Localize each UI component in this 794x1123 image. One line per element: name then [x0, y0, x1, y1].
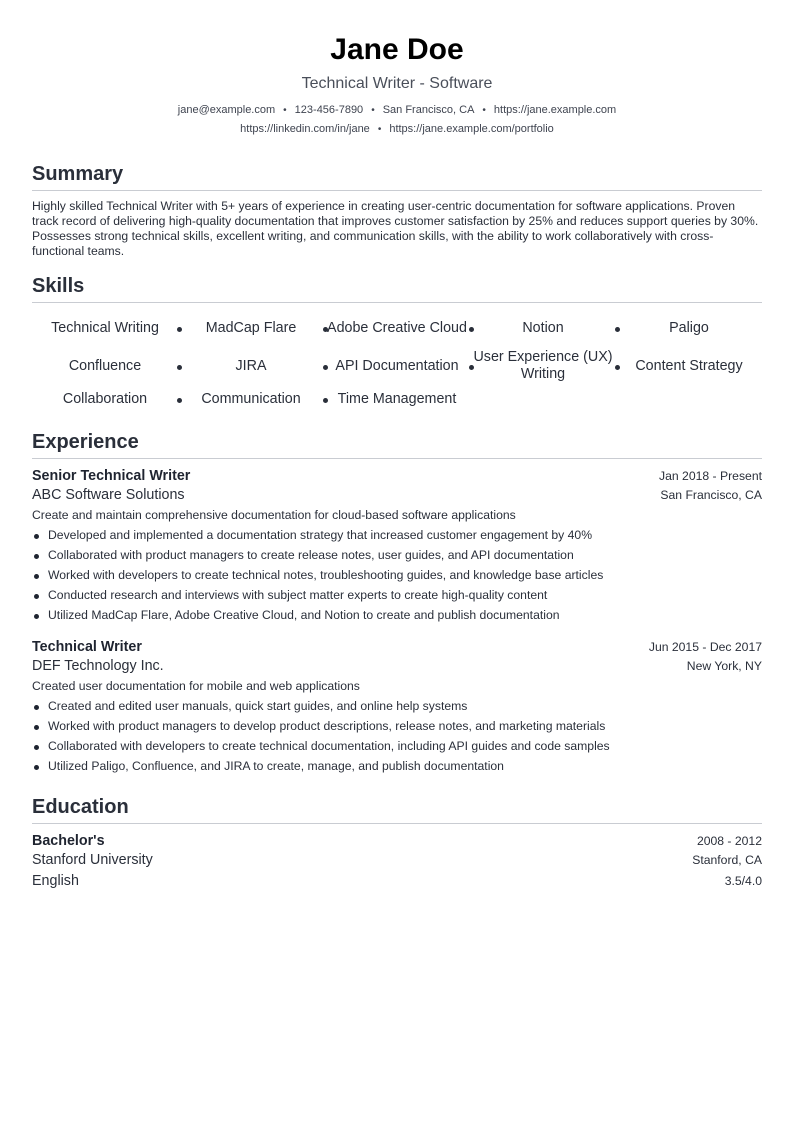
education-dates: 2008 - 2012 — [696, 834, 762, 848]
skill-label: MadCap Flare — [205, 319, 297, 336]
skill-item — [470, 349, 616, 383]
skill-item — [616, 311, 762, 345]
skill-item — [32, 387, 178, 411]
skill-item — [470, 311, 616, 345]
skill-label: Collaboration — [62, 390, 148, 407]
contact-row-secondary — [32, 120, 762, 139]
bullet-text: Collaborated with product managers to create release notes, user guides, and API documentation — [48, 548, 574, 562]
skill-label: Confluence — [68, 357, 142, 374]
job-dates: Jun 2015 - Dec 2017 — [648, 640, 762, 654]
skill-item — [178, 311, 324, 345]
experience-heading: Experience — [32, 429, 762, 459]
contact-phone[interactable]: 123-456-7890 — [294, 104, 364, 116]
education-school: Stanford University — [32, 852, 153, 868]
bullet-text: Worked with developers to create technical notes, troubleshooting guides, and knowledge base articles — [48, 568, 604, 582]
job-company: ABC Software Solutions — [32, 487, 185, 503]
job-entry — [32, 638, 762, 776]
bullet-icon — [34, 705, 39, 710]
bullet-text: Utilized Paligo, Confluence, and JIRA to create, manage, and publish documentation — [48, 759, 504, 773]
bullet-icon — [34, 574, 39, 579]
skill-label: Communication — [201, 390, 301, 407]
education-entry — [32, 832, 762, 892]
job-location: New York, NY — [686, 659, 762, 673]
skill-label: Adobe Creative Cloud — [327, 319, 467, 336]
skills-heading: Skills — [32, 273, 762, 303]
summary-text: Highly skilled Technical Writer with 5+ years of experience in creating user-centric documentation for software applications. Proven track record of delivering high-quality documentation that improves customer satisfaction by 25% and reduces support queries by 30%. Possesses strong technical skills, excellent writing, and communication skills, with the ability to work collaboratively with cross-functional teams. — [32, 199, 759, 258]
contact-linkedin[interactable]: https://linkedin.com/in/jane — [240, 123, 370, 135]
skill-label: API Documentation — [335, 357, 459, 374]
bullet-text: Conducted research and interviews with subject matter experts to create high-quality content — [48, 588, 548, 602]
education-gpa: 3.5/4.0 — [724, 874, 762, 888]
skill-item — [32, 349, 178, 383]
skill-label: User Experience (UX) Writing — [473, 349, 613, 382]
job-header-row — [32, 638, 762, 656]
education-degree-row — [32, 832, 762, 850]
job-company: DEF Technology Inc. — [32, 658, 164, 674]
education-heading: Education — [32, 794, 762, 824]
skill-item — [32, 311, 178, 345]
skill-label: Content Strategy — [635, 357, 743, 374]
education-degree: Bachelor's — [32, 833, 105, 849]
bullet-icon — [34, 765, 39, 770]
list-item — [32, 525, 762, 545]
bullet-icon — [34, 554, 39, 559]
skill-item — [324, 311, 470, 345]
bullet-text: Utilized MadCap Flare, Adobe Creative Cloud, and Notion to create and publish documentation — [48, 608, 560, 622]
bullet-icon — [34, 725, 39, 730]
education-location: Stanford, CA — [692, 853, 762, 867]
skill-label: JIRA — [235, 357, 267, 374]
education-school-row — [32, 850, 762, 871]
bullet-text: Created and edited user manuals, quick start guides, and online help systems — [48, 699, 468, 713]
separator-dot: • — [482, 105, 486, 116]
job-title: Technical Writer — [32, 639, 142, 655]
job-dates: Jan 2018 - Present — [659, 469, 762, 483]
job-description: Create and maintain comprehensive documentation for cloud-based software applications — [32, 508, 516, 522]
candidate-role: Technical Writer - Software — [301, 75, 493, 92]
bullet-icon — [34, 614, 39, 619]
separator-dot: • — [377, 124, 382, 135]
contact-row-primary — [32, 101, 762, 120]
skill-item — [178, 387, 324, 411]
skill-label: Technical Writing — [51, 319, 159, 336]
list-item — [32, 605, 762, 625]
skill-item — [178, 349, 324, 383]
list-item — [32, 696, 762, 716]
job-company-row — [32, 656, 762, 677]
separator-dot: • — [283, 105, 287, 116]
job-title: Senior Technical Writer — [32, 468, 191, 484]
list-item — [32, 545, 762, 565]
list-item — [32, 736, 762, 756]
contact-email[interactable]: jane@example.com — [177, 104, 276, 116]
job-description: Created user documentation for mobile and web applications — [32, 679, 360, 693]
summary-heading: Summary — [32, 161, 762, 191]
bullet-text: Collaborated with developers to create technical documentation, including API guides and code samples — [48, 739, 610, 753]
job-entry — [32, 467, 762, 625]
bullet-text: Worked with product managers to develop product descriptions, release notes, and marketing materials — [48, 719, 606, 733]
contact-portfolio[interactable]: https://jane.example.com/portfolio — [389, 123, 554, 135]
job-location: San Francisco, CA — [660, 488, 762, 502]
skill-label: Notion — [522, 319, 564, 336]
education-field: English — [32, 873, 79, 889]
skill-item — [616, 349, 762, 383]
separator-dot: • — [371, 105, 375, 116]
bullet-text: Developed and implemented a documentation strategy that increased customer engagement by 40% — [48, 528, 593, 542]
skill-label: Paligo — [669, 319, 709, 336]
job-bullets — [32, 696, 762, 776]
skills-grid — [32, 311, 762, 411]
contact-location: San Francisco, CA — [382, 104, 475, 116]
resume-page — [32, 0, 762, 892]
job-company-row — [32, 485, 762, 506]
bullet-icon — [34, 745, 39, 750]
list-item — [32, 756, 762, 776]
candidate-name: Jane Doe — [330, 33, 464, 66]
bullet-icon — [34, 534, 39, 539]
list-item — [32, 565, 762, 585]
job-header-row — [32, 467, 762, 485]
skill-item — [324, 387, 470, 411]
education-field-row — [32, 871, 762, 892]
list-item — [32, 716, 762, 736]
skill-item — [324, 349, 470, 383]
job-bullets — [32, 525, 762, 625]
list-item — [32, 585, 762, 605]
contact-website[interactable]: https://jane.example.com — [493, 104, 617, 116]
bullet-icon — [34, 594, 39, 599]
skill-label: Time Management — [337, 390, 457, 407]
